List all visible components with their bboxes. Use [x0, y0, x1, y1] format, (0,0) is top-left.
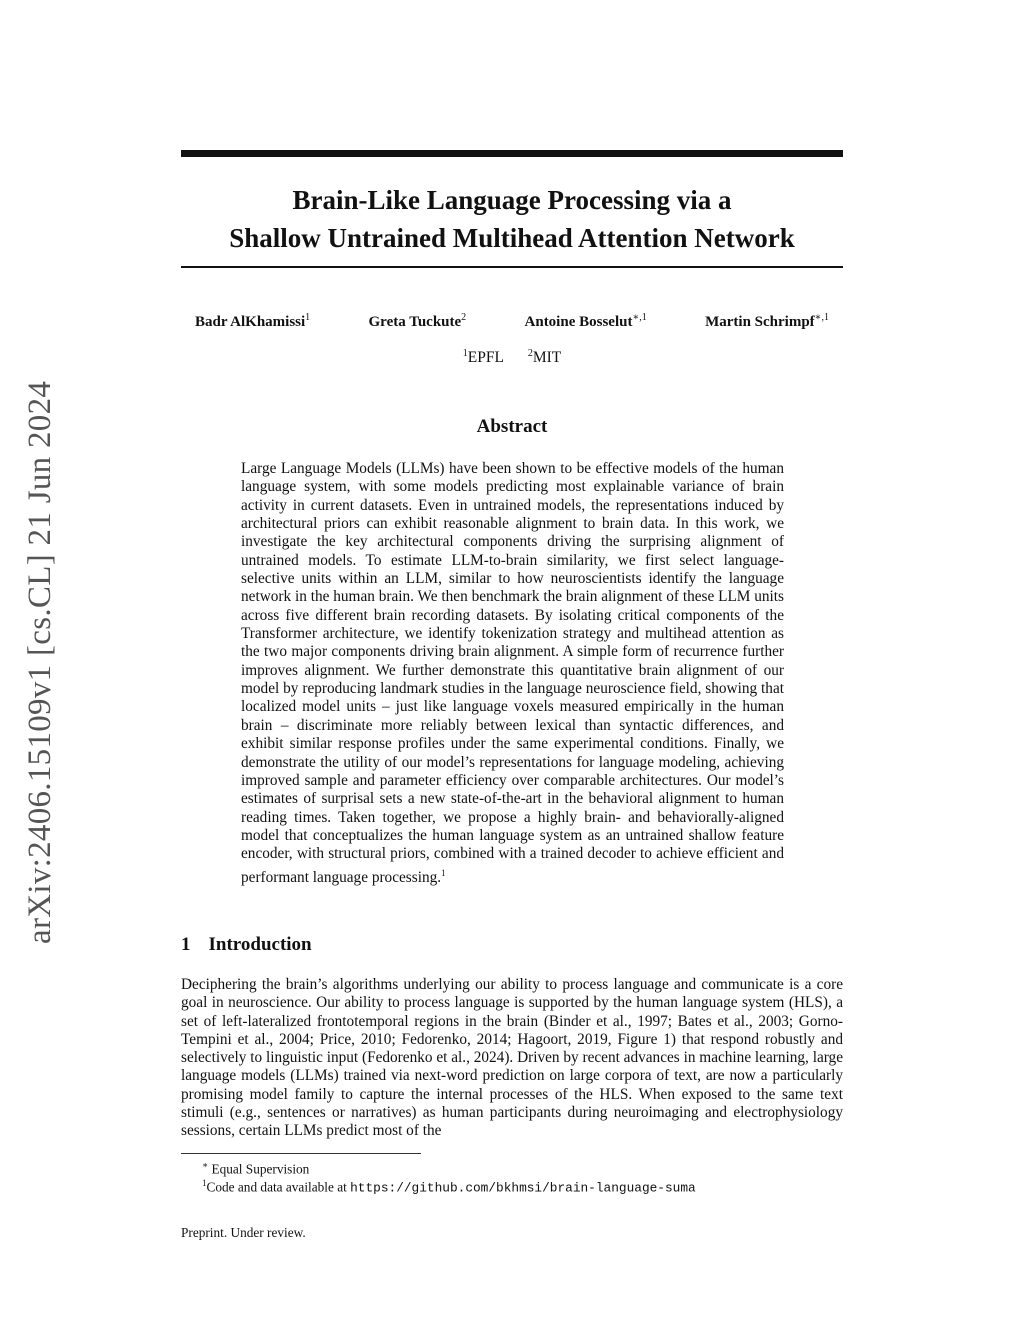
author: Badr AlKhamissi$^1$: [195, 312, 311, 330]
footnote-code-data: $^1$Code and data available at https://github.com/bkhmsi/brain-language-suma: [202, 1178, 696, 1196]
author-list: [181, 312, 843, 331]
abstract-heading: Abstract: [476, 416, 548, 437]
author: Antoine Bosselut$^{∗,1}$: [524, 312, 647, 330]
affiliation-list: [181, 348, 843, 367]
title-line-2: Shallow Untrained Multihead Attention Network: [229, 223, 795, 253]
author: Martin Schrimpf$^{∗,1}$: [705, 312, 829, 330]
footnote-ref[interactable]: 1: [441, 867, 446, 878]
title-bottom-rule: [181, 266, 843, 268]
abstract-text: Large Language Models (LLMs) have been shown to be effective models of the human language system, with some models predicting most explainable variance of brain activity in current datasets. Even in untrained models, the representations induced by architectural priors can exhibit reasonable alignment to brain data. In this work, we investigate the key architectural components driving the surprising alignment of untrained models. To estimate LLM-to-brain similarity, we first select language-selective units within an LLM, similar to how neuroscientists identify the language network in the human brain. We then benchmark the brain alignment of these LLM units across five different brain recording datasets. By isolating critical components of the Transformer architecture, we identify tokenization strategy and multihead attention as the two major components driving brain alignment. A simple form of recurrence further improves alignment. We further demonstrate this quantitative brain alignment of our model by reproducing landmark studies in the language neuroscience field, showing that localized model units – just like language voxels measured empirically in the human brain – discriminate more reliably between lexical than syntactic differences, and exhibit similar response profiles under the same experimental conditions. Finally, we demonstrate the utility of our model’s representations for language modeling, achieving improved sample and parameter efficiency over comparable architectures. Our model’s estimates of surprisal sets a new state-of-the-art in the behavioral alignment to human reading times. Taken together, we propose a highly brain- and behaviorally-aligned model that conceptualizes the human language system as an untrained shallow feature encoder, with structural priors, combined with a trained decoder to achieve efficient and performant language processing.$^1$: [241, 460, 784, 886]
title-line-1: Brain-Like Language Processing via a: [292, 185, 732, 215]
preprint-note: Preprint. Under review.: [181, 1225, 306, 1240]
affiliation: $^2$MIT: [527, 348, 562, 367]
code-repository-link[interactable]: https://github.com/bkhmsi/brain-language-suma: [350, 1180, 696, 1196]
affiliation: $^1$EPFL: [462, 348, 504, 367]
footnote-equal-supervision: ∗ Equal Supervision: [202, 1160, 310, 1177]
introduction-text: Deciphering the brain’s algorithms underlying our ability to process language and communicate is a core goal in neuroscience. Our ability to process language is supported by the human language system (HLS), a set of left-lateralized frontotemporal regions in the brain (Binder et al., 1997; Bates et al., 2003; Gorno-Tempini et al., 2004; Price, 2010; Fedorenko, 2014; Hagoort, 2019, Figure 1) that respond robustly and selectively to linguistic input (Fedorenko et al., 2024). Driven by recent advances in machine learning, large language models (LLMs) trained via next-word prediction on large corpora of text, are now a particularly promising model family to capture the internal processes of the HLS. When exposed to the same text stimuli (e.g., sentences or narratives) as human participants during neuroimaging and electrophysiology sessions, certain LLMs predict most of the: [181, 976, 843, 1140]
author: Greta Tuckute$^2$: [368, 312, 467, 330]
paper-title: [181, 181, 843, 257]
section-heading-introduction: 1 Introduction: [181, 934, 312, 955]
title-top-rule: [181, 150, 843, 157]
footnote-rule: [181, 1153, 421, 1154]
arxiv-identifier-stamp: arXiv:2406.15109v1 [cs.CL] 21 Jun 2024: [22, 380, 58, 944]
